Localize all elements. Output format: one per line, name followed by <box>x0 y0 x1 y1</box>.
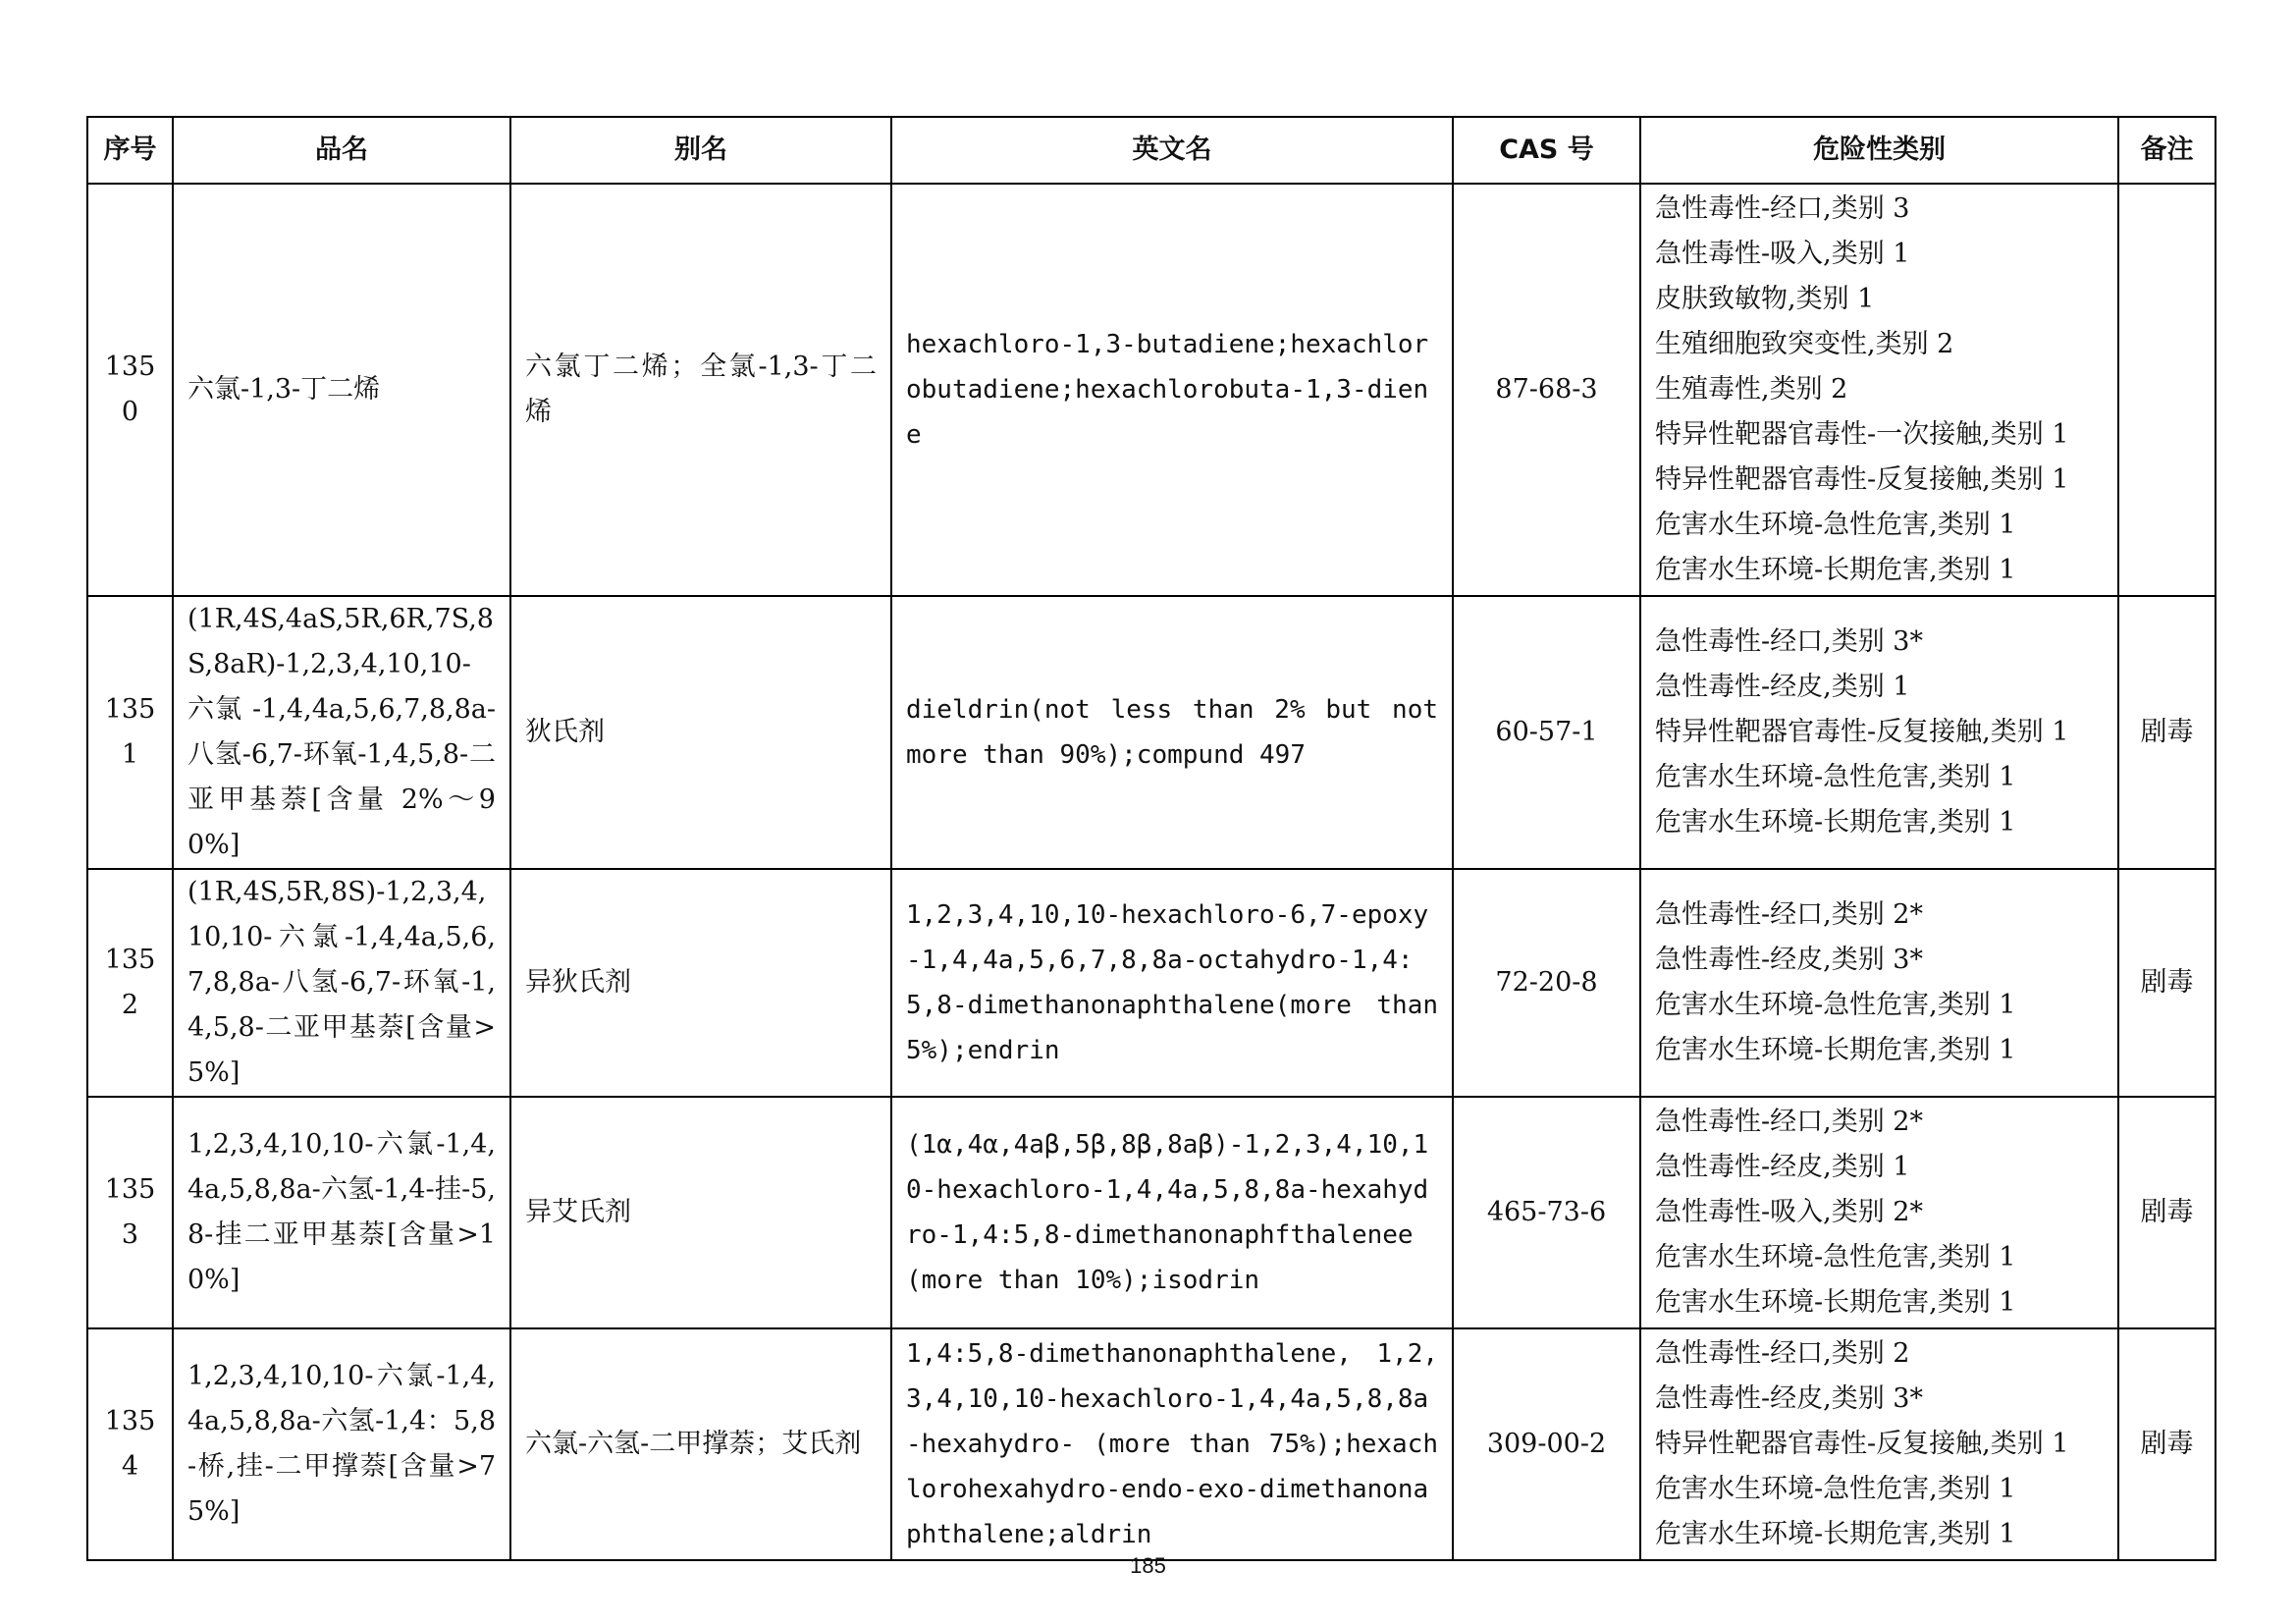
hazard-category-cell <box>1640 596 2118 869</box>
product-name-cell: (1R,4S,5R,8S)-1,2,3,4,10,10-六氯-1,4,4a,5,6,7,8,8a-八氢-6,7-环氧-1,4,5,8-二亚甲基萘[含量>5%] <box>173 869 510 1097</box>
english-name-cell: (1α,4α,4aβ,5β,8β,8aβ)-1,2,3,4,10,10-hexachloro-1,4,4a,5,8,8a-hexahydro-1,4:5,8-dimethanonaphfthalenee(more than 10%);isodrin <box>891 1097 1453 1328</box>
hazard-item: 急性毒性-经皮,类别 1 <box>1655 672 1910 702</box>
hazard-item: 危害水生环境-长期危害,类别 1 <box>1655 1287 2016 1318</box>
hazard-item: 危害水生环境-急性危害,类别 1 <box>1655 510 2016 540</box>
product-name-cell: (1R,4S,4aS,5R,6R,7S,8S,8aR)-1,2,3,4,10,10-六氯 -1,4,4a,5,6,7,8,8a-八氢-6,7-环氧-1,4,5,8-二亚甲基萘[含量 2%～90%] <box>173 596 510 869</box>
hazard-item: 急性毒性-吸入,类别 2* <box>1655 1197 1923 1227</box>
hazard-category-cell <box>1640 869 2118 1097</box>
hazard-item: 特异性靶器官毒性-反复接触,类别 1 <box>1655 464 2069 495</box>
hazard-item: 特异性靶器官毒性-一次接触,类别 1 <box>1655 419 2069 450</box>
hazard-item: 危害水生环境-急性危害,类别 1 <box>1655 990 2016 1020</box>
hazard-item: 危害水生环境-急性危害,类别 1 <box>1655 1242 2016 1272</box>
hazard-item: 危害水生环境-长期危害,类别 1 <box>1655 1519 2016 1549</box>
cas-number-cell: 60-57-1 <box>1453 596 1640 869</box>
header-remarks: 备注 <box>2118 117 2216 184</box>
remarks-cell: 剧毒 <box>2118 596 2216 869</box>
serial-number-cell: 1353 <box>87 1097 173 1328</box>
hazard-item: 急性毒性-经口,类别 3 <box>1655 193 1910 224</box>
remarks-cell: 剧毒 <box>2118 1328 2216 1560</box>
hazard-item: 危害水生环境-长期危害,类别 1 <box>1655 1035 2016 1065</box>
cas-number-cell: 309-00-2 <box>1453 1328 1640 1560</box>
product-name-cell: 1,2,3,4,10,10-六氯-1,4,4a,5,8,8a-六氢-1,4：5,8-桥,挂-二甲撑萘[含量>75%] <box>173 1328 510 1560</box>
table-header-row <box>87 117 2216 184</box>
hazard-item: 急性毒性-经皮,类别 3* <box>1655 1383 1923 1414</box>
table-row <box>87 1097 2216 1328</box>
cas-number-cell: 465-73-6 <box>1453 1097 1640 1328</box>
hazard-item: 特异性靶器官毒性-反复接触,类别 1 <box>1655 717 2069 747</box>
hazard-category-cell <box>1640 1328 2118 1560</box>
cas-number-cell: 87-68-3 <box>1453 184 1640 596</box>
english-name-cell: 1,4:5,8-dimethanonaphthalene, 1,2,3,4,10,10-hexachloro-1,4,4a,5,8,8a-hexahydro- (more than 75%);hexachlorohexahydro-endo-exo-dimethanonaphthalene;aldrin <box>891 1328 1453 1560</box>
page-number: 185 <box>1130 1553 1166 1578</box>
hazard-category-cell <box>1640 1097 2118 1328</box>
hazard-item: 急性毒性-经皮,类别 1 <box>1655 1152 1910 1182</box>
hazard-item: 危害水生环境-长期危害,类别 1 <box>1655 555 2016 585</box>
hazard-item: 特异性靶器官毒性-反复接触,类别 1 <box>1655 1429 2069 1459</box>
table-row <box>87 184 2216 596</box>
header-serial-number: 序号 <box>87 117 173 184</box>
remarks-cell <box>2118 184 2216 596</box>
english-name-cell: hexachloro-1,3-butadiene;hexachlorobutadiene;hexachlorobuta-1,3-diene <box>891 184 1453 596</box>
remarks-cell: 剧毒 <box>2118 869 2216 1097</box>
serial-number-cell: 1351 <box>87 596 173 869</box>
hazard-item: 危害水生环境-急性危害,类别 1 <box>1655 762 2016 792</box>
hazard-item: 急性毒性-经口,类别 2 <box>1655 1338 1910 1369</box>
hazard-item: 皮肤致敏物,类别 1 <box>1655 284 1875 314</box>
alias-cell: 狄氏剂 <box>510 596 891 869</box>
english-name-cell: dieldrin(not less than 2% but not more than 90%);compund 497 <box>891 596 1453 869</box>
header-product-name: 品名 <box>173 117 510 184</box>
product-name-cell: 六氯-1,3-丁二烯 <box>173 184 510 596</box>
serial-number-cell: 1350 <box>87 184 173 596</box>
alias-cell: 异狄氏剂 <box>510 869 891 1097</box>
header-english-name: 英文名 <box>891 117 1453 184</box>
hazard-item: 生殖毒性,类别 2 <box>1655 374 1848 405</box>
table-row <box>87 1328 2216 1560</box>
header-cas-number: CAS 号 <box>1453 117 1640 184</box>
hazard-item: 急性毒性-经口,类别 3* <box>1655 626 1923 657</box>
serial-number-cell: 1354 <box>87 1328 173 1560</box>
remarks-cell: 剧毒 <box>2118 1097 2216 1328</box>
hazard-item: 急性毒性-经皮,类别 3* <box>1655 945 1923 975</box>
hazard-item: 急性毒性-吸入,类别 1 <box>1655 239 1910 269</box>
cas-number-cell: 72-20-8 <box>1453 869 1640 1097</box>
hazard-item: 危害水生环境-长期危害,类别 1 <box>1655 807 2016 838</box>
chemical-hazard-table <box>86 116 2216 1561</box>
table-row <box>87 869 2216 1097</box>
serial-number-cell: 1352 <box>87 869 173 1097</box>
hazard-item: 危害水生环境-急性危害,类别 1 <box>1655 1474 2016 1504</box>
hazard-item: 急性毒性-经口,类别 2* <box>1655 1107 1923 1137</box>
hazard-item: 急性毒性-经口,类别 2* <box>1655 899 1923 930</box>
table-row <box>87 596 2216 869</box>
alias-cell: 六氯丁二烯；全氯-1,3-丁二烯 <box>510 184 891 596</box>
header-hazard-category: 危险性类别 <box>1640 117 2118 184</box>
alias-cell: 异艾氏剂 <box>510 1097 891 1328</box>
product-name-cell: 1,2,3,4,10,10-六氯-1,4,4a,5,8,8a-六氢-1,4-挂-5,8-挂二亚甲基萘[含量>10%] <box>173 1097 510 1328</box>
hazard-item: 生殖细胞致突变性,类别 2 <box>1655 329 1954 359</box>
english-name-cell: 1,2,3,4,10,10-hexachloro-6,7-epoxy-1,4,4a,5,6,7,8,8a-octahydro-1,4:5,8-dimethanonaphthalene(more than 5%);endrin <box>891 869 1453 1097</box>
header-alias: 别名 <box>510 117 891 184</box>
alias-cell: 六氯-六氢-二甲撑萘；艾氏剂 <box>510 1328 891 1560</box>
hazard-category-cell <box>1640 184 2118 596</box>
